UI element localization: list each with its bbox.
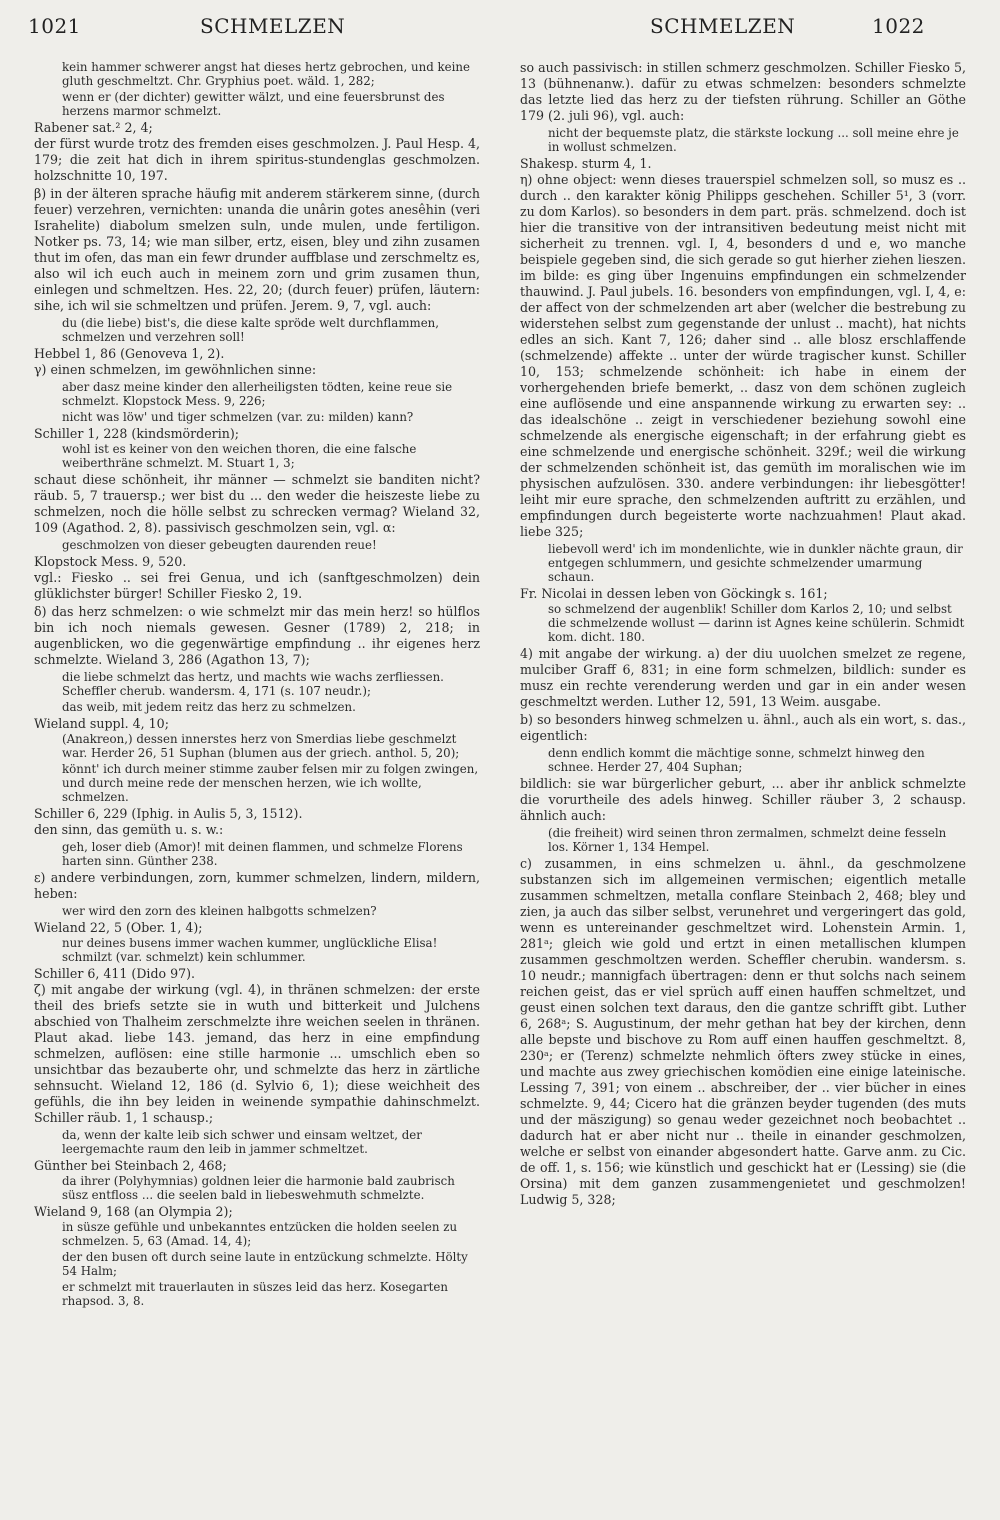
page-header [0, 4, 1000, 52]
source-citation: Fr. Nicolai in dessen leben von Göckingk s. 161; [520, 586, 828, 601]
quotation: das weib, mit jedem reitz das herz zu schmelzen. [62, 700, 356, 714]
entry-paragraph: so auch passivisch: in stillen schmerz geschmolzen. Schiller Fiesko 5, 13 (bühnenanw.). dafür zu etwas schmelzen: besonders schmelzte das letzte lied das herz zu der tiefsten rührung. Schiller an Göthe 179 (2. juli 96), vgl. auch: [520, 60, 966, 123]
left-column [34, 60, 480, 1510]
headword-left: SCHMELZEN [200, 14, 346, 38]
source-citation: Wieland 9, 168 (an Olympia 2); [34, 1204, 233, 1219]
quotation: du (die liebe) bist's, die diese kalte spröde welt durchflammen, schmelzen und verzehren soll! [62, 316, 440, 344]
entry-paragraph: δ) das herz schmelzen: o wie schmelzt mir das mein herz! so hülflos bin ich noch niemals gewesen. Gesner (1789) 2, 218; in augenblicken, wo die gegenwärtige empfindung .. ihr eigenes herz schmelzte. Wieland 3, 286 (Agathon 13, 7); [34, 604, 480, 667]
entry-paragraph: ε) andere verbindungen, zorn, kummer schmelzen, lindern, mildern, heben: [34, 870, 480, 901]
entry-paragraph: β) in der älteren sprache häufig mit anderem stärkerem sinne, (durch feuer) verzehren, vernichten: unanda die unârin gotes anesêhin (veri Israhelite) diabolum smelzen suln, unde mulen, unde fertiligon. Notker ps. 73, 14; wie man silber, ertz, eisen, bley und zihn zusamen thut im ofen, das man ein fewr drunder auffblase und zerschmeltz es, also wil ich euch auch in meinem zorn und grim zusamen thun, einlegen und schmeltzen. Hes. 22, 20; (durch feuer) prüfen, läutern: sihe, ich wil sie schmeltzen und prüfen. Jerem. 9, 7, vgl. auch: [34, 186, 480, 313]
quotation: wohl ist es keiner von den weichen thoren, die eine falsche weiberthräne schmelzt. M. Stuart 1, 3; [62, 442, 417, 470]
quotation: wer wird den zorn des kleinen halbgotts schmelzen? [62, 904, 377, 918]
entry-paragraph: b) so besonders hinweg schmelzen u. ähnl., auch als ein wort, s. das., eigentlich: [520, 712, 966, 743]
quotation: da ihrer (Polyhymnias) goldnen leier die harmonie bald zaubrisch süsz entfloss ... die seelen bald in liebeswehmuth schmelzte. [62, 1174, 455, 1202]
quotation: so schmelzend der augenblik! Schiller dom Karlos 2, 10; und selbst die schmelzende wollust — darinn ist Agnes keine schülerin. Schmidt kom. dicht. 180. [548, 602, 965, 644]
entry-paragraph: ζ) mit angabe der wirkung (vgl. 4), in thränen schmelzen: der erste theil des briefs setzte sie in wuth und bitterkeit und Julchens abschied von Thalheim zerschmelzte ihre weichen seelen in thränen. Plaut akad. liebe 143. jemand, das herz in eine empfindung schmelzen, auflösen: eine stille harmonie ... umschlich eben so unsichtbar das bezauberte ohr, und schmelzte das herz in zärtliche sehnsucht. Wieland 12, 186 (d. Sylvio 6, 1); diese weichheit des gefühls, die ihn bey leiden in weinende sympathie dahinschmelzt. Schiller räub. 1, 1 schausp.; [34, 982, 480, 1125]
quotation: kein hammer schwerer angst hat dieses hertz gebrochen, und keine gluth geschmeltzt. Chr. Gryphius poet. wäld. 1, 282; [62, 60, 470, 88]
entry-paragraph: γ) einen schmelzen, im gewöhnlichen sinne: [34, 362, 317, 377]
source-citation: Klopstock Mess. 9, 520. [34, 554, 187, 569]
quotation: aber dasz meine kinder den allerheiligsten tödten, keine reue sie schmelzt. Klopstock Mess. 9, 226; [62, 380, 453, 408]
entry-paragraph: der fürst wurde trotz des fremden eises geschmolzen. J. Paul Hesp. 4, 179; die zeit hat dich in ihrem spiritus-stundenglas geschmolzen. holzschnitte 10, 197. [34, 136, 480, 183]
entry-paragraph: 4) mit angabe der wirkung. a) der diu uuolchen smelzet ze regene, mulciber Graff 6, 831; in eine form schmelzen, bildlich: sunder es musz ein rechte verenderung werden und gar in ein ander wesen geschmeltzt werden. Luther 12, 591, 13 Weim. ausgabe. [520, 646, 966, 709]
source-citation: Wieland 22, 5 (Ober. 1, 4); [34, 920, 203, 935]
quotation: liebevoll werd' ich im mondenlichte, wie in dunkler nächte graun, dir entgegen schlummern, und gesichte schmelzender umarmung schaun. [548, 542, 963, 584]
right-column [520, 60, 966, 1510]
quotation: nicht was löw' und tiger schmelzen (var. zu: milden) kann? [62, 410, 414, 424]
quotation: da, wenn der kalte leib sich schwer und einsam weltzet, der leergemachte raum den leib in jammer schmeltzet. [62, 1128, 422, 1156]
source-citation: Rabener sat.² 2, 4; [34, 120, 153, 135]
quotation: denn endlich kommt die mächtige sonne, schmelzt hinweg den schnee. Herder 27, 404 Suphan; [548, 746, 925, 774]
source-citation: Hebbel 1, 86 (Genoveva 1, 2). [34, 346, 225, 361]
source-citation: Wieland suppl. 4, 10; [34, 716, 169, 731]
source-citation: Schiller 1, 228 (kindsmörderin); [34, 426, 239, 441]
source-citation: Shakesp. sturm 4, 1. [520, 156, 652, 171]
quotation: (Anakreon,) dessen innerstes herz von Smerdias liebe geschmelzt war. Herder 26, 51 Suphan (blumen aus der griech. anthol. 5, 20); [62, 732, 460, 760]
quotation: nicht der bequemste platz, die stärkste lockung ... soll meine ehre je in wollust schmelzen. [548, 126, 959, 154]
source-citation: Schiller 6, 229 (Iphig. in Aulis 5, 3, 1512). [34, 806, 303, 821]
quotation: wenn er (der dichter) gewitter wälzt, und eine feuersbrunst des herzens marmor schmelzt. [62, 90, 445, 118]
source-citation: Schiller 6, 411 (Dido 97). [34, 966, 196, 981]
entry-paragraph: c) zusammen, in eins schmelzen u. ähnl., da geschmolzene substanzen sich im allgemeinen vermischen; eigentlich metalle zusammen schmeltzen, metalla conflare Steinbach 2, 468; bley und zien, ja auch das silber selbst, verunehret und vergeringert das gold, wenn es untereinander geschmeltzet wird. Lohenstein Armin. 1, 281ᵃ; gleich wie gold und ertzt in einen metallischen klumpen zusammen geschmoltzen werden. Scheffler cherubin. wandersm. s. 10 neudr.; mannigfach übertragen: denn er thut solchs nach seinem reichen geist, das er viel sprüch auff einen hauffen schmeltzet, und geust einen solchen text daraus, den die gantze schrifft gibt. Luther 6, 268ᵃ; S. Augustinum, der mehr gethan hat bey der kirchen, denn alle bepste und bischove zu Rom auff einen hauffen geschmeltzt. 8, 230ᵃ; er (Terenz) schmelzte nehmlich öfters zwey stücke in eines, und machte aus zwey griechischen komödien eine einige lateinische. Lessing 7, 391; von einem .. abschreiber, der .. vier bücher in eines schmelzte. 9, 44; Cicero hat die gränzen beyder tugenden (des muts und der mäszigung) so genau weder gezeichnet noch beobachtet .. dadurch hat er aber nicht nur .. theile in einander geschmolzen, welche er selbst von einander abgesondert hatte. Garve anm. zu Cic. de off. 1, s. 156; wie künstlich und geschickt hat er (Lessing) sie (die Orsina) mit dem ganzen zusammengenietet und geschmolzen! Ludwig 5, 328; [520, 856, 966, 1207]
entry-paragraph: vgl.: Fiesko .. sei frei Genua, und ich (sanftgeschmolzen) dein glüklichster bürger! Schiller Fiesko 2, 19. [34, 570, 480, 601]
quotation: könnt' ich durch meiner stimme zauber felsen mir zu folgen zwingen, und durch meine rede der menschen herzen, wie ich wollte, schmelzen. [62, 762, 479, 804]
page-number-left: 1021 [28, 14, 81, 38]
entry-paragraph: schaut diese schönheit, ihr männer — schmelzt sie banditen nicht? räub. 5, 7 trauersp.; wer bist du ... den weder die heiszeste liebe zu schmelzen, noch die hölle selbst zu schrecken vermag? Wieland 32, 109 (Agathod. 2, 8). passivisch geschmolzen sein, vgl. α: [34, 472, 480, 535]
entry-paragraph: η) ohne object: wenn dieses trauerspiel schmelzen soll, so musz es .. durch .. den karakter könig Philipps geschehen. Schiller 5¹, 3 (vorr. zu dom Karlos). so besonders in dem part. präs. schmelzend. doch ist hier die transitive von der intransitiven bedeutung meist nicht mit sicherheit zu trennen. vgl. I, 4, besonders d und e, wo manche beispiele gegeben sind, die sich gerade so gut hierher ziehen lieszen. im bilde: es ging über Ingenuins empfindungen ein schmelzender thauwind. J. Paul jubels. 16. besonders von empfindungen, vgl. I, 4, e: der affect von der schmelzenden art aber (welcher die bestrebung zu widerstehen selbst zum gegenstande der unlust .. macht), hat nichts edles an sich. Kant 7, 126; daher sind .. alle blosz erschlaffende (schmelzende) affekte .. unter der würde tragischer kunst. Schiller 10, 153; schmelzende schönheit: ich habe in einem der vorhergehenden briefe bemerkt, .. dasz von dem schönen zugleich eine auflösende und eine anspannende wirkung zu erwarten sey: .. das idealschöne .. zeigt in verschiedener beziehung sowohl eine schmelzende als energische eigenschaft; in der erfahrung giebt es eine schmelzende und energische schönheit. 329f.; weil die wirkung der schmelzenden schönheit ist, das gemüth im moralischen wie im physischen aufzulösen. 330. andere verbindungen: ihr liebesgötter! leiht mir eure sprache, den schmelzenden auftritt zu erzählen, und empfindungen durch begeisterte worte nachzuahmen! Plaut akad. liebe 325; [520, 172, 966, 539]
entry-paragraph: den sinn, das gemüth u. s. w.: [34, 822, 224, 837]
page-number-right: 1022 [872, 14, 925, 38]
quotation: die liebe schmelzt das hertz, und machts wie wachs zerfliessen. Scheffler cherub. wandersm. 4, 171 (s. 107 neudr.); [62, 670, 444, 698]
quotation: geschmolzen von dieser gebeugten daurenden reue! [62, 538, 377, 552]
quotation: nur deines busens immer wachen kummer, unglückliche Elisa! schmilzt (var. schmelzt) kein schlummer. [62, 936, 438, 964]
quotation: (die freiheit) wird seinen thron zermalmen, schmelzt deine fesseln los. Körner 1, 134 Hempel. [548, 826, 947, 854]
quotation: er schmelzt mit trauerlauten in süszes leid das herz. Kosegarten rhapsod. 3, 8. [62, 1280, 448, 1308]
quotation: geh, loser dieb (Amor)! mit deinen flammen, und schmelze Florens harten sinn. Günther 238. [62, 840, 463, 868]
headword-right: SCHMELZEN [650, 14, 796, 38]
source-citation: Günther bei Steinbach 2, 468; [34, 1158, 227, 1173]
quotation: in süsze gefühle und unbekanntes entzücken die holden seelen zu schmelzen. 5, 63 (Amad. 14, 4); [62, 1220, 458, 1248]
quotation: der den busen oft durch seine laute in entzückung schmelzte. Hölty 54 Halm; [62, 1250, 468, 1278]
entry-paragraph: bildlich: sie war bürgerlicher geburt, ... aber ihr anblick schmelzte die vorurtheile des adels hinweg. Schiller räuber 3, 2 schausp. ähnlich auch: [520, 776, 966, 823]
